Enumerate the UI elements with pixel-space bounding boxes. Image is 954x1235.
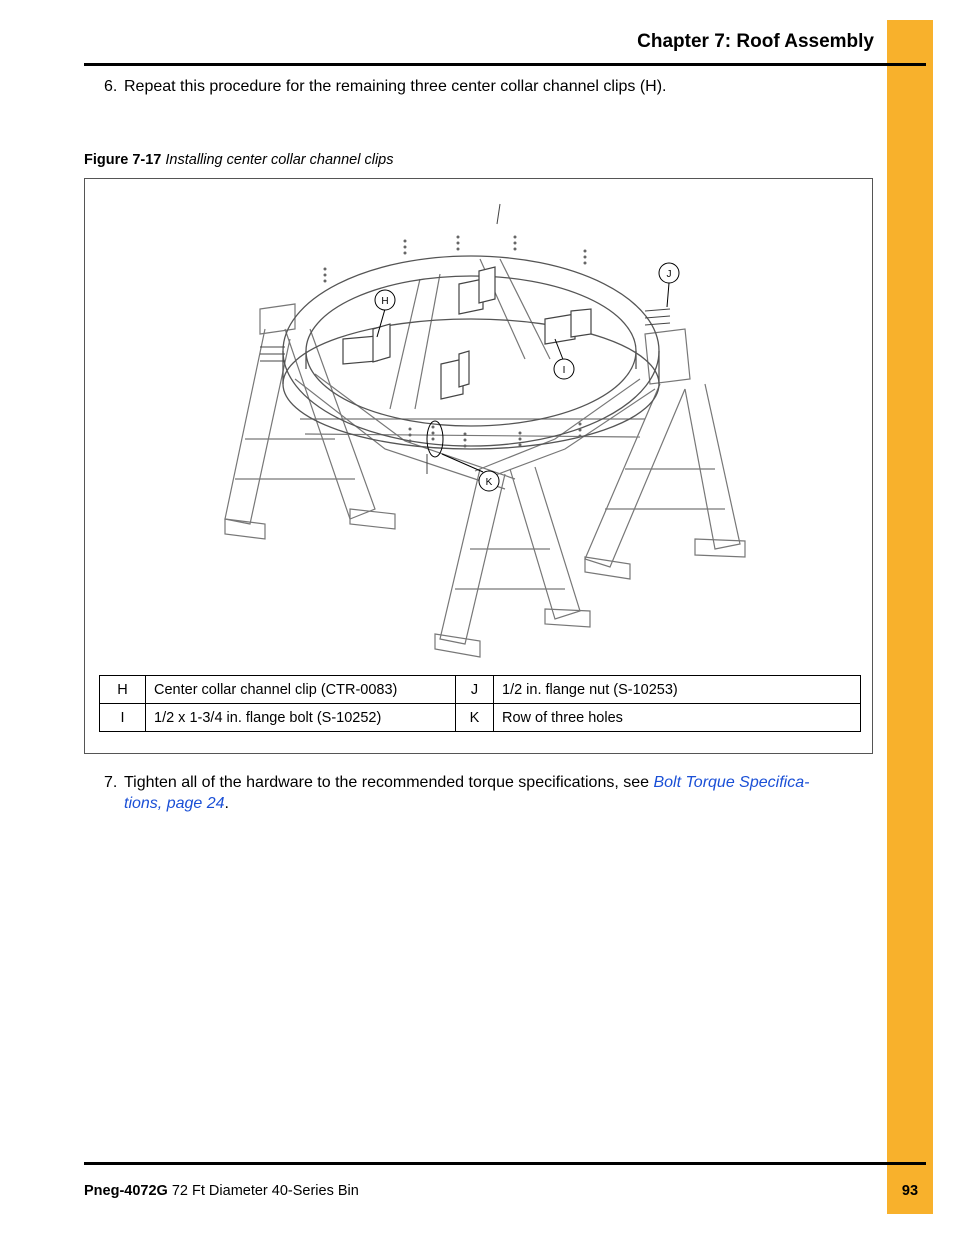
- chapter-tab-bar: [887, 20, 933, 1214]
- callout-k-label: K: [485, 477, 493, 488]
- callout-i-label: I: [562, 365, 566, 376]
- legend-key: H: [100, 676, 146, 704]
- collar-assembly-illustration: [85, 179, 872, 669]
- legend-key: I: [100, 704, 146, 732]
- legend-description: Center collar channel clip (CTR-0083): [146, 676, 456, 704]
- step-text-end: .: [224, 795, 229, 812]
- callout-h-label: H: [381, 296, 389, 307]
- step-text: [124, 772, 864, 814]
- page-number: 93: [901, 1183, 919, 1199]
- step-text-part: Tighten all of the hardware to the recommended torque specifications, see: [124, 774, 654, 791]
- figure-legend-table: [99, 675, 861, 732]
- legend-description: Row of three holes: [494, 704, 861, 732]
- bolt-torque-link[interactable]: Bolt Torque Specifica-: [653, 774, 810, 791]
- figure-title: Installing center collar channel clips: [165, 152, 394, 168]
- step-number: 6.: [104, 78, 118, 95]
- figure-caption: [84, 152, 393, 168]
- bolt-torque-link-continued[interactable]: tions, page 24: [124, 795, 225, 812]
- step-number: 7.: [104, 774, 118, 791]
- chapter-title: Chapter 7: Roof Assembly: [637, 31, 874, 52]
- legend-key: K: [456, 704, 494, 732]
- footer-rule: [84, 1162, 926, 1165]
- footer: [84, 1183, 359, 1199]
- header-rule: [84, 63, 926, 66]
- step-text: Repeat this procedure for the remaining three center collar channel clips (H).: [124, 78, 667, 95]
- legend-description: 1/2 in. flange nut (S-10253): [494, 676, 861, 704]
- legend-key: J: [456, 676, 494, 704]
- figure-label: Figure 7-17: [84, 152, 162, 168]
- doc-id: Pneg-4072G: [84, 1183, 168, 1199]
- figure-frame: [84, 178, 873, 754]
- callout-j-label: J: [666, 269, 672, 280]
- legend-description: 1/2 x 1-3/4 in. flange bolt (S-10252): [146, 704, 456, 732]
- doc-title: 72 Ft Diameter 40-Series Bin: [171, 1183, 359, 1199]
- table-row: [100, 704, 861, 732]
- table-row: [100, 676, 861, 704]
